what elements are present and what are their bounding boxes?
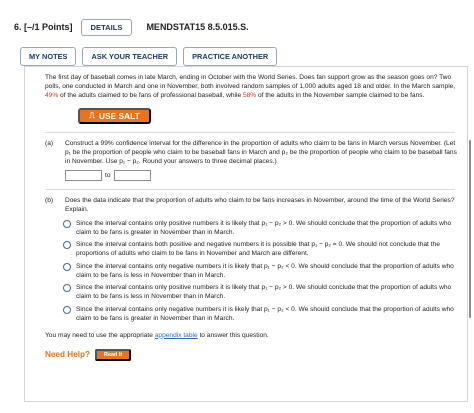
part-a: [45, 139, 457, 166]
option-5[interactable]: Since the interval contains only negative numbers it is likely that p₁ − p₂ < 0. We should conclude that the proportion of adults who claim to be fans is greater in November than in March.: [63, 305, 457, 323]
interval-lower-input[interactable]: [65, 170, 102, 181]
radio-button-icon[interactable]: [63, 306, 71, 314]
appendix-table-link[interactable]: appendix table: [154, 331, 198, 339]
ask-teacher-button[interactable]: ASK YOUR TEACHER: [82, 47, 177, 66]
option-4[interactable]: Since the interval contains only positive numbers it is likely that p₁ − p₂ > 0. We should conclude that the proportion of adults who claim to be fans is less in November than in March.: [63, 283, 457, 301]
section-divider: [45, 132, 455, 133]
practice-another-button[interactable]: PRACTICE ANOTHER: [183, 47, 277, 66]
scrollbar[interactable]: [469, 140, 471, 318]
section-divider: [45, 189, 455, 190]
part-a-letter: (a): [45, 140, 54, 147]
question-header: [14, 14, 249, 40]
need-help-label: Need Help?: [45, 350, 91, 360]
read-it-button[interactable]: Read It: [95, 349, 131, 361]
confidence-interval-inputs: [65, 170, 457, 181]
need-help-row: [45, 349, 457, 361]
option-3[interactable]: Since the interval contains only negative numbers it is likely that p₁ − p₂ < 0. We should conclude that the proportion of adults who claim to be fans is less in November than in March.: [63, 262, 457, 280]
radio-button-icon[interactable]: [63, 241, 71, 249]
option-1[interactable]: Since the interval contains only positive numbers it is likely that p₁ − p₂ > 0. We should conclude that the proportion of adults who claim to be fans is greater in November than in March.: [63, 219, 457, 237]
details-button[interactable]: DETAILS: [81, 19, 133, 36]
part-b-options: [63, 219, 457, 323]
part-b-letter: (b): [45, 197, 54, 204]
my-notes-button[interactable]: MY NOTES: [20, 47, 76, 66]
november-percent: 58%: [242, 92, 257, 99]
part-b: [45, 196, 457, 214]
question-source: MENDSTAT15 8.5.015.S.: [146, 22, 249, 32]
part-a-text: Construct a 99% confidence interval for the difference in the proportion of adults who claim to be fans in March versus November. (Let p₁ be the proportion of people who claim to be baseball fans in March and p₂ be the proportion of people who claim to be baseball fans in November. Use p₁ − p₂. Round your answers to three decimal places.): [65, 140, 457, 165]
march-percent: 49%: [45, 92, 59, 99]
appendix-note: You may need to use the appropriate appendix table to answer this question.: [45, 331, 269, 339]
use-salt-button[interactable]: [78, 108, 151, 124]
interval-to-label: to: [105, 172, 111, 179]
radio-button-icon[interactable]: [63, 220, 71, 228]
radio-button-icon[interactable]: [63, 263, 71, 271]
question-toolbar: [20, 47, 277, 66]
use-salt-label: USE SALT: [98, 111, 140, 121]
salt-calculator-icon: ⎍: [89, 111, 95, 120]
interval-upper-input[interactable]: [114, 170, 151, 181]
part-b-text: Does the data indicate that the proportion of adults who claim to be fans increases in November, around the time of the World Series? Explain.: [65, 197, 455, 213]
question-panel: [24, 66, 468, 402]
option-2[interactable]: Since the interval contains both positive and negative numbers it is possible that p₁ − p₂ = 0. We should not conclude that the proportions of adults who claim to be fans in November and March are different.: [63, 240, 457, 258]
problem-statement: The first day of baseball comes in late March, ending in October with the World Series. Does fan support grow as the season goes on? Two polls, one conducted in March and one in November, both involved random samples of 1,000 adults aged 18 and older. In the March sample, 49% of the adults claimed to be fans of professional baseball, while 58% of the adults in the November sample claimed to be fans.: [45, 74, 456, 99]
radio-button-icon[interactable]: [63, 284, 71, 292]
question-number: 6. [–/1 Points]: [14, 22, 73, 32]
